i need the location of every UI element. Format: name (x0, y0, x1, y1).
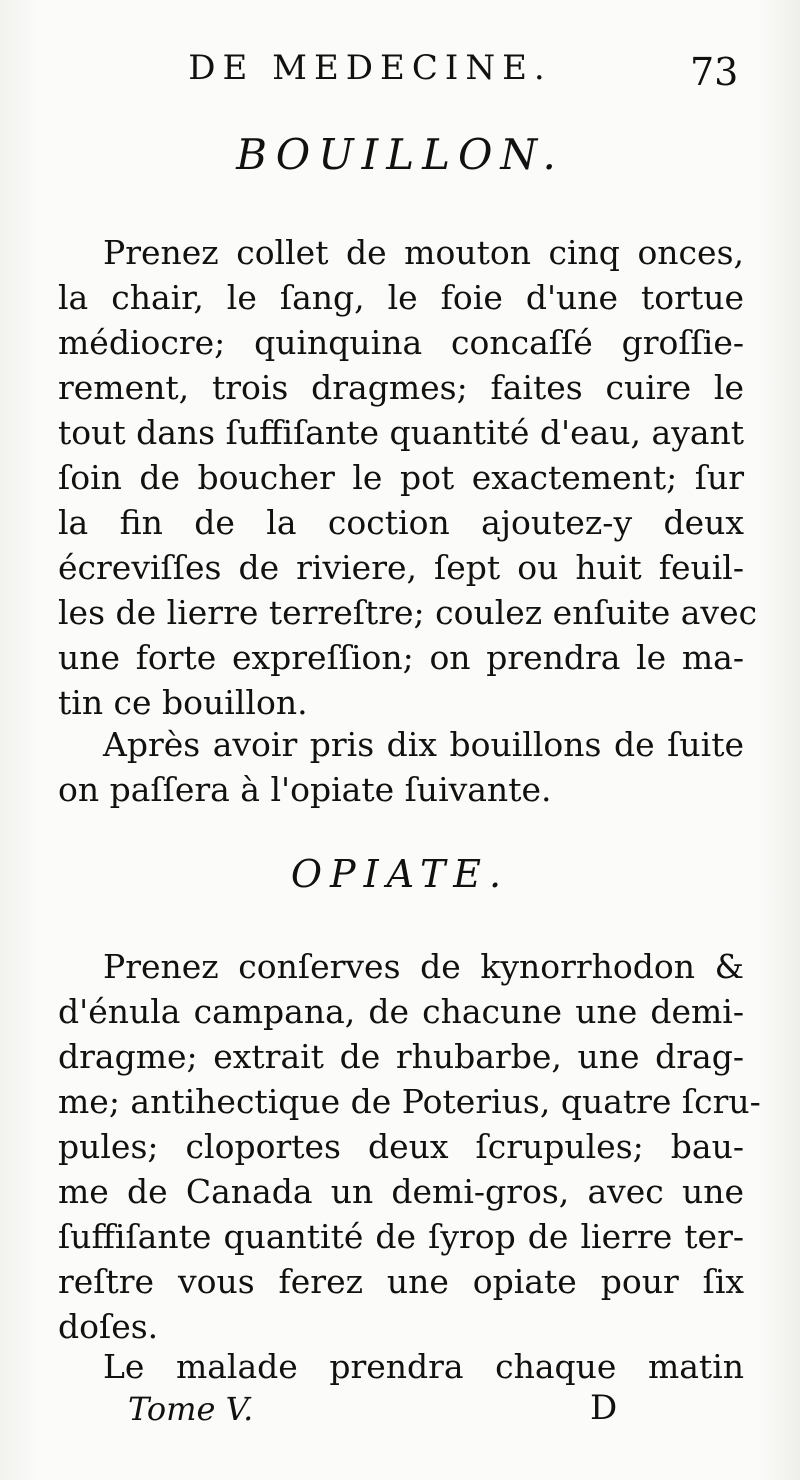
text-line: Prenez conſerves de kynorrhodon & (103, 947, 744, 986)
text-line: tout dans ſuffiſante quantité d'eau, ayant (58, 413, 745, 452)
text-line: rement, trois dragmes; faites cuire le (58, 368, 744, 407)
text-line: les de lierre terreſtre; coulez enſuite avec (58, 593, 758, 632)
text-line: la fin de la coction ajoutez-y deux (58, 503, 744, 542)
text-line: Après avoir pris dix bouillons de ſuite (103, 725, 744, 764)
paragraph-bouillon-recipe (58, 230, 758, 725)
paragraph-opiate-recipe (58, 944, 761, 1349)
section-heading-opiate: OPIATE. (290, 852, 510, 896)
text-line: médiocre; quinquina concaſſé groſſie- (58, 323, 744, 362)
page-number: 73 (690, 50, 739, 94)
paragraph-bouillon-followup (58, 722, 744, 812)
text-line: dragme; extrait de rhubarbe, une drag- (58, 1037, 744, 1076)
text-line: écreviſſes de riviere, ſept ou huit feuil- (58, 548, 744, 587)
text-line: Le malade prendra chaque matin (103, 1347, 744, 1386)
text-line: pules; cloportes deux ſcrupules; bau- (58, 1127, 744, 1166)
signature-mark: D (590, 1388, 618, 1428)
volume-label: Tome V. (128, 1390, 254, 1428)
section-heading-bouillon: BOUILLON. (236, 130, 564, 179)
text-line: d'énula campana, de chacune une demi- (58, 992, 744, 1031)
text-line: ſoin de boucher le pot exactement; ſur (58, 458, 744, 497)
running-head: DE MEDECINE. (188, 48, 552, 88)
text-line: me; antihectique de Poterius, quatre ſcru- (58, 1082, 761, 1121)
text-line: doſes. (58, 1307, 159, 1346)
text-line: la chair, le ſang, le foie d'une tortue (58, 278, 744, 317)
text-line: tin ce bouillon. (58, 683, 308, 722)
text-line: une forte expreſſion; on prendra le ma- (58, 638, 744, 677)
paragraph-opiate-dosage (58, 1344, 744, 1389)
text-line: Prenez collet de mouton cinq onces, (103, 233, 744, 272)
text-line: reſtre vous ferez une opiate pour ſix (58, 1262, 744, 1301)
text-line: me de Canada un demi-gros, avec une (58, 1172, 744, 1211)
text-line: ſuffiſante quantité de ſyrop de lierre ter- (58, 1217, 744, 1256)
text-line: on paſſera à l'opiate ſuivante. (58, 770, 552, 809)
